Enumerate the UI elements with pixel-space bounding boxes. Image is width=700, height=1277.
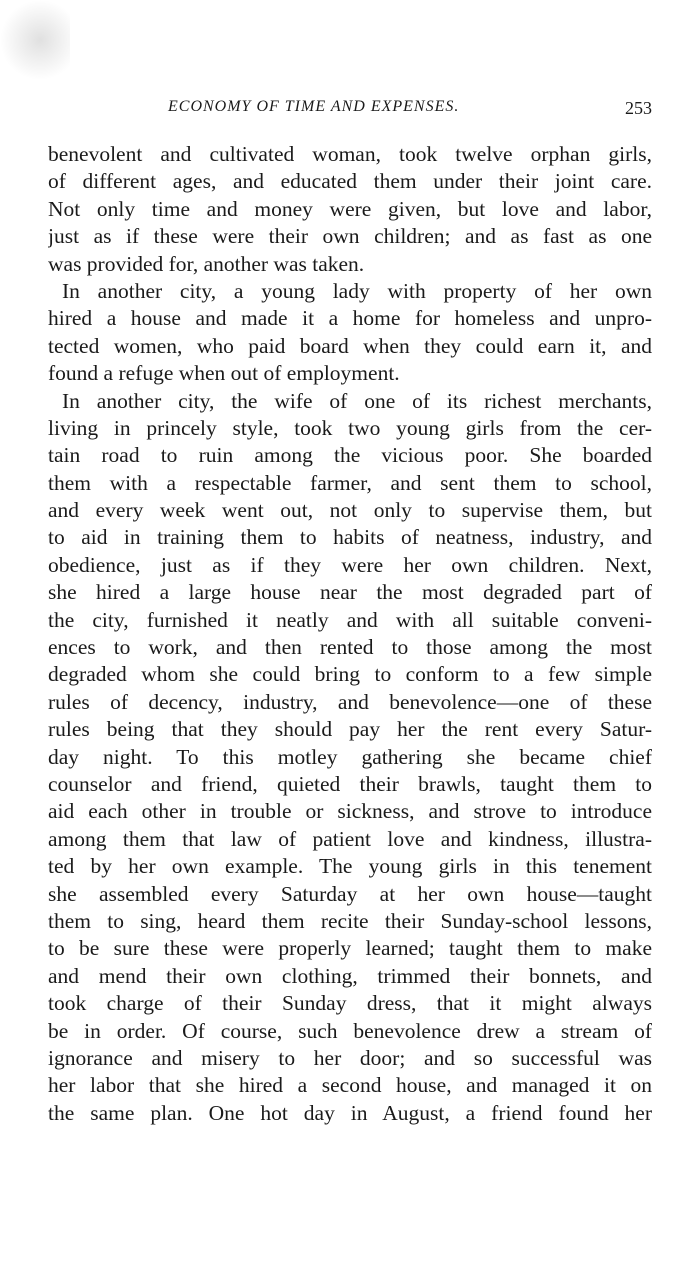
text-line: and mend their own clothing, trimmed their bonnets, and: [48, 963, 652, 988]
text-line: the same plan. One hot day in August, a friend found her: [48, 1100, 652, 1125]
text-line: benevolent and cultivated woman, took twelve orphan girls,: [48, 142, 652, 166]
text-line: took charge of their Sunday dress, that it might always: [48, 991, 652, 1016]
text-line: ted by her own example. The young girls in this tenement: [48, 854, 652, 879]
text-line: the city, furnished it neatly and with all suitable conveni-: [48, 607, 652, 632]
text-line: In another city, the wife of one of its richest merchants,: [62, 388, 652, 413]
text-line: be in order. Of course, such benevolence drew a stream of: [48, 1018, 652, 1043]
text-line: Not only time and money were given, but love and labor,: [48, 196, 652, 221]
text-line: ences to work, and then rented to those among the most: [48, 635, 652, 660]
text-line: tected women, who paid board when they could earn it, and: [48, 333, 652, 358]
text-line: In another city, a young lady with property of her own: [62, 278, 652, 303]
text-line: hired a house and made it a home for homeless and unpro-: [48, 306, 652, 331]
page-number: 253: [625, 98, 652, 118]
text-line: found a refuge when out of employment.: [48, 361, 400, 386]
text-line: just as if these were their own children; and as fast as one: [48, 224, 652, 249]
text-line: tain road to ruin among the vicious poor. She boarded: [48, 443, 652, 468]
text-line: day night. To this motley gathering she became chief: [48, 744, 652, 769]
text-line: was provided for, another was taken.: [48, 251, 365, 276]
text-line: obedience, just as if they were her own children. Next,: [48, 552, 652, 577]
text-line: them with a respectable farmer, and sent them to school,: [48, 470, 652, 495]
text-line: she hired a large house near the most degraded part of: [48, 580, 652, 605]
text-line: and every week went out, not only to supervise them, but: [48, 498, 652, 523]
text-line: her labor that she hired a second house, and managed it on: [48, 1073, 652, 1098]
scan-blemish: [0, 0, 70, 110]
text-line: rules of decency, industry, and benevolence—one of these: [48, 689, 652, 714]
body-text: [48, 141, 652, 1127]
text-line: aid each other in trouble or sickness, and strove to introduce: [48, 799, 652, 824]
text-line: rules being that they should pay her the rent every Satur-: [48, 717, 652, 742]
text-line: degraded whom she could bring to conform to a few simple: [48, 662, 652, 687]
text-line: counselor and friend, quieted their brawls, taught them to: [48, 771, 652, 796]
page-header: [48, 98, 652, 126]
text-line: of different ages, and educated them under their joint care.: [48, 169, 652, 194]
text-line: them to sing, heard them recite their Sunday-school lessons,: [48, 908, 652, 933]
running-title: ECONOMY OF TIME AND EXPENSES.: [168, 98, 460, 115]
text-line: among them that law of patient love and kindness, illustra-: [48, 826, 652, 851]
text-line: ignorance and misery to her door; and so successful was: [48, 1045, 652, 1070]
text-line: living in princely style, took two young girls from the cer-: [48, 415, 652, 440]
text-line: to be sure these were properly learned; taught them to make: [48, 936, 652, 961]
text-line: to aid in training them to habits of neatness, industry, and: [48, 525, 652, 550]
text-line: she assembled every Saturday at her own house—taught: [48, 881, 652, 906]
